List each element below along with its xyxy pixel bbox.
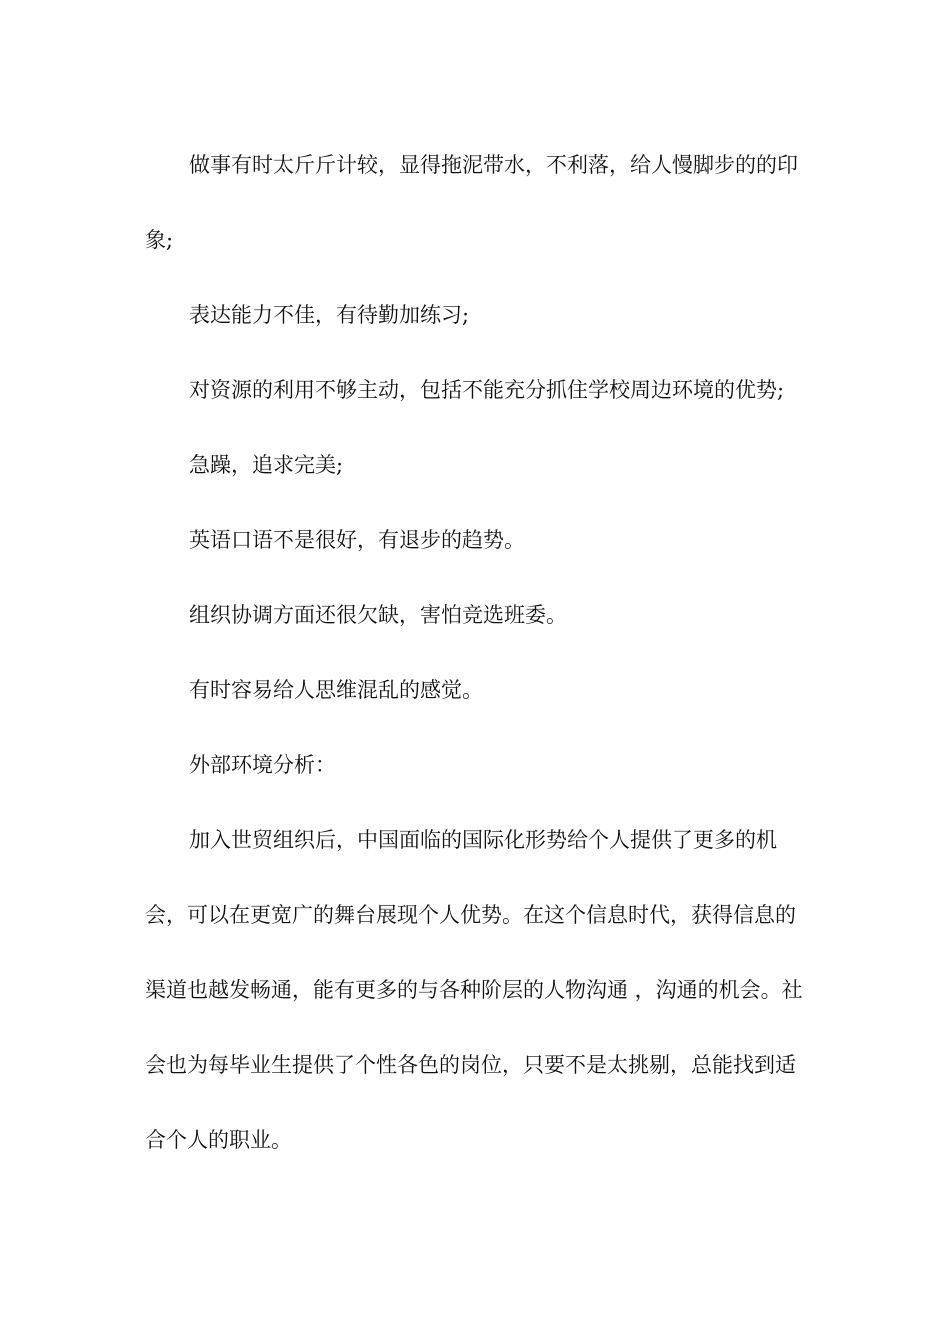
paragraph-weakness-expression: 表达能力不佳，有待勤加练习; xyxy=(189,303,470,327)
paragraph-weakness-english: 英语口语不是很好，有退步的趋势。 xyxy=(189,528,525,552)
paragraph-weakness-impatience: 急躁，追求完美; xyxy=(189,453,344,477)
paragraph-weakness-confusion: 有时容易给人思维混乱的感觉。 xyxy=(189,678,483,702)
document-body xyxy=(145,128,810,1178)
paragraph-weakness-resources: 对资源的利用不够主动，包括不能充分抓住学校周边环境的优势; xyxy=(189,378,785,402)
paragraph-weakness-organization: 组织协调方面还很欠缺，害怕竞选班委。 xyxy=(189,603,567,627)
paragraph-external-opportunities: 加入世贸组织后，中国面临的国际化形势给个人提供了更多的机会，可以在更宽广的舞台展现个人优势。在这个信息时代，获得信息的渠道也越发畅通，能有更多的与各种阶层的人物沟通 ，沟通的机会。社会也为每毕业生提供了个性各色的岗位，只要不是太挑剔，总能找到适合个人的职业。 xyxy=(145,828,803,1152)
section-heading-external-analysis: 外部环境分析： xyxy=(189,753,336,777)
paragraph-weakness-calculating: 做事有时太斤斤计较，显得拖泥带水，不利落，给人慢脚步的的印象; xyxy=(145,153,798,252)
